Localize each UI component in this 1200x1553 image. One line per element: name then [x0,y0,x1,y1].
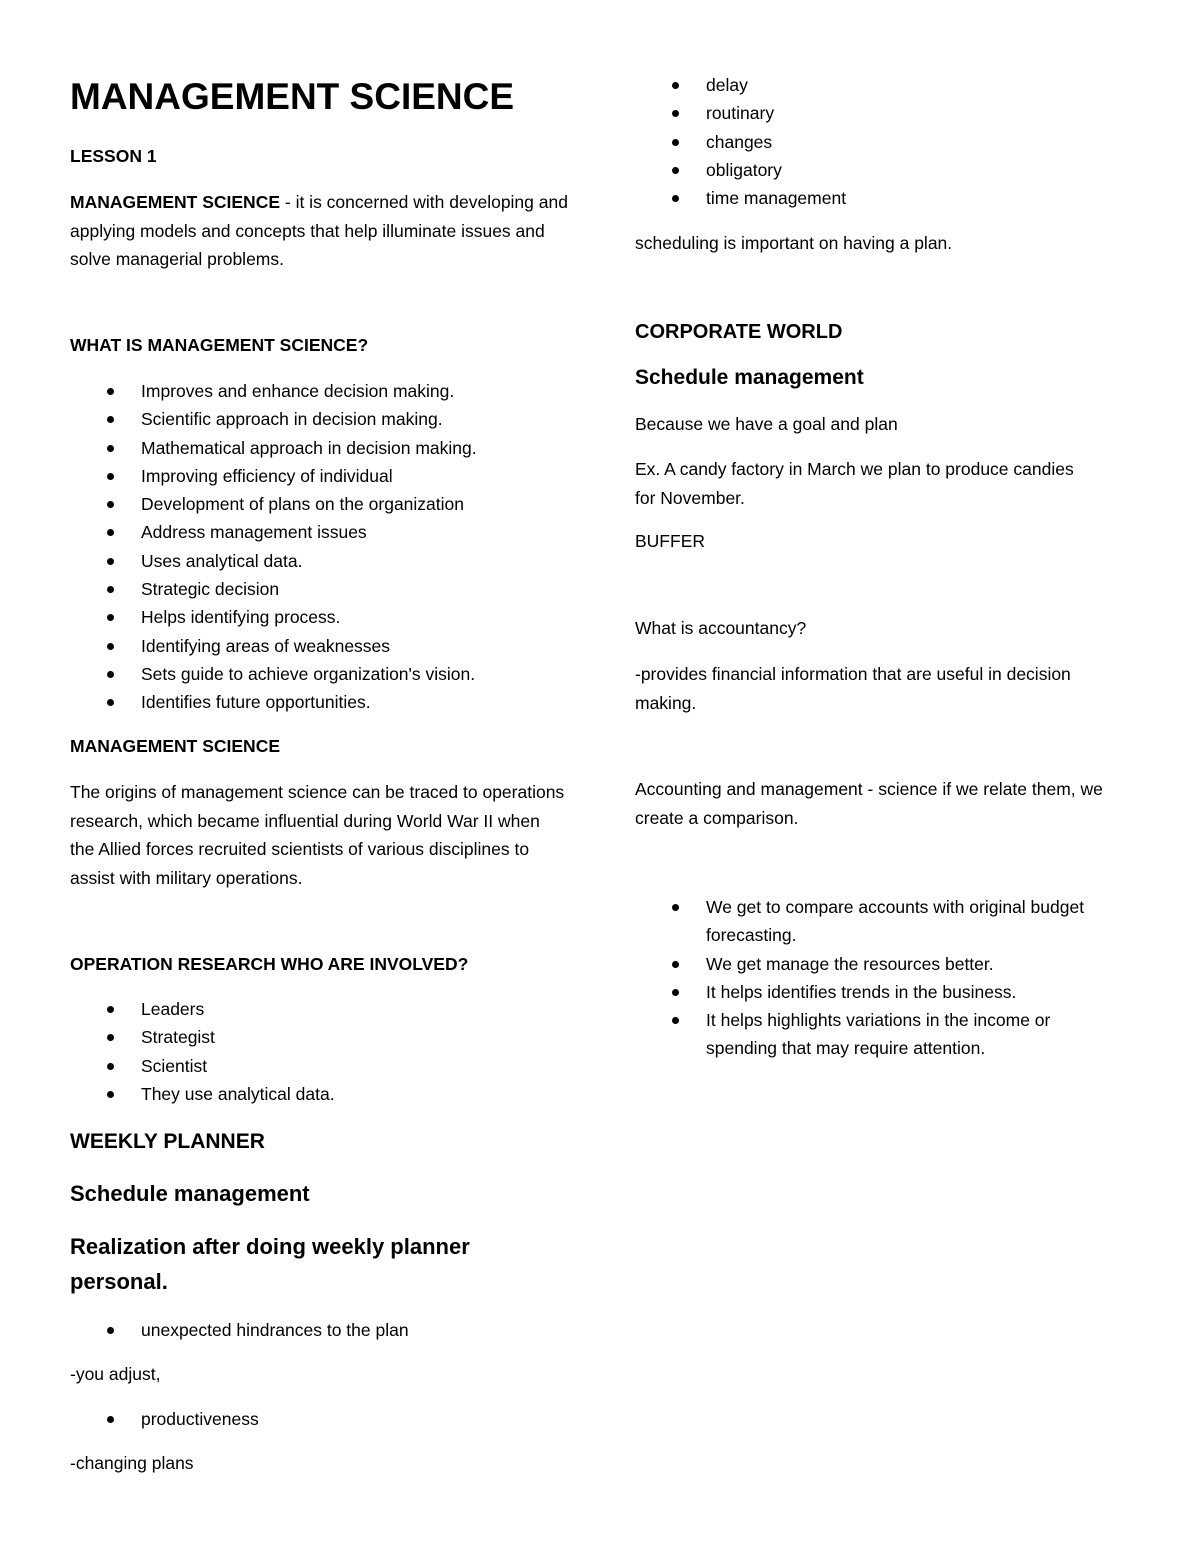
document-title: MANAGEMENT SCIENCE [70,76,515,117]
list-item-text: They use analytical data. [141,1083,335,1104]
bullet-icon [107,1091,114,1098]
bullet-icon [672,82,679,89]
bullet-icon [107,416,114,423]
list-item-text: Identifies future opportunities. [141,692,371,713]
list-item [70,575,570,603]
list-item [70,547,570,575]
accountancy-question: What is accountancy? [635,618,807,638]
bullet-icon [107,388,114,395]
list-item [70,632,570,660]
list-item-text: unexpected hindrances to the plan [141,1320,409,1340]
relate-text: Accounting and management - science if we relate them, we create a comparison. [635,779,1103,828]
list-item-text: Strategic decision [141,579,280,600]
goal-text: Because we have a goal and plan [635,414,898,434]
definition-paragraph [70,188,570,274]
list-item [635,978,1125,1006]
bullet-icon [107,586,114,593]
list-item-text: It helps highlights variations in the income or spending that may require attention. [706,1010,1051,1059]
bullet-icon [107,614,114,621]
bullet-icon [672,139,679,146]
list-item-text: Strategist [141,1027,215,1048]
compare-list [635,893,1125,1063]
origins-paragraph: The origins of management science can be traced to operations research, which became influential during World War II when the Allied forces recruited scientists of various disciplines to assist with military operations. [70,782,565,888]
bullet-icon [107,671,114,678]
list-item-text: obligatory [706,159,782,180]
list-item-text: Leaders [141,999,205,1019]
bullet-icon [107,445,114,452]
list-item [635,128,1125,156]
bullet-icon [672,110,679,117]
list-item [635,156,1125,184]
list-item [635,184,1125,212]
example-text: Ex. A candy factory in March we plan to produce candies for November. [635,459,1074,508]
bullet-icon [107,643,114,650]
list-item-text: Address management issues [141,522,367,543]
list-item-text: time management [706,188,847,209]
what-is-list [70,377,570,717]
list-item [70,518,570,546]
list-item-text: routinary [706,103,775,124]
corporate-schedule-heading: Schedule management [635,366,864,389]
bullet-icon [107,699,114,706]
list-item [70,1023,570,1051]
bullet-icon [107,1063,114,1070]
list-item [70,603,570,631]
list-item [635,893,1125,950]
realization-heading: Realization after doing weekly planner personal. [70,1234,470,1294]
list-item [70,377,570,405]
bullet-icon [672,1017,679,1024]
operation-heading: OPERATION RESEARCH WHO ARE INVOLVED? [70,954,469,974]
list-item-text: Improves and enhance decision making. [141,381,455,401]
list-item [635,71,1125,99]
definition-term: MANAGEMENT SCIENCE [70,192,281,212]
bullet-icon [107,501,114,508]
list-item [70,688,570,716]
list-item [635,950,1125,978]
weekly-planner-heading: WEEKLY PLANNER [70,1130,265,1153]
bullet-icon [107,1034,114,1041]
list-item [70,462,570,490]
list-item-text: productiveness [141,1409,259,1429]
changing-plans-text: -changing plans [70,1453,194,1473]
list-item [635,1006,1125,1063]
accountancy-answer: -provides financial information that are useful in decision making. [635,664,1071,713]
bullet-icon [672,195,679,202]
corporate-world-heading: CORPORATE WORLD [635,321,843,343]
schedule-management-heading: Schedule management [70,1181,310,1206]
bullet-icon [672,989,679,996]
definition-text: - it is concerned with developing and applying models and concepts that help illuminate issues and solve managerial problems. [70,192,568,269]
list-item [70,1080,570,1108]
list-item [635,99,1125,127]
list-item [70,1405,570,1433]
list-item-text: We get manage the resources better. [706,953,994,974]
bullet-icon [672,961,679,968]
bullet-icon [107,473,114,480]
list-item-text: Identifying areas of weaknesses [141,635,391,656]
lesson-label: LESSON 1 [70,146,157,166]
origins-heading: MANAGEMENT SCIENCE [70,736,281,756]
bullet-icon [107,1006,114,1013]
list-item [70,1052,570,1080]
bullet-icon [672,167,679,174]
adjust-text: -you adjust, [70,1364,161,1384]
what-is-heading: WHAT IS MANAGEMENT SCIENCE? [70,335,369,355]
list-item-text: Uses analytical data. [141,550,303,571]
bullet-icon [107,1416,114,1423]
list-item [70,660,570,688]
list-item-text: Mathematical approach in decision making. [141,437,477,458]
bullet-icon [107,529,114,536]
buffer-text: BUFFER [635,531,705,551]
list-item-text: Helps identifying process. [141,607,341,628]
bullet-icon [107,1327,114,1334]
productive-list [70,1405,570,1433]
bullet-icon [672,904,679,911]
hindrance-list [70,1316,570,1344]
list-item [70,434,570,462]
list-item-text: Scientific approach in decision making. [141,409,443,430]
list-item-text: Improving efficiency of individual [141,465,393,486]
list-item [70,490,570,518]
list-item [70,1316,570,1344]
scheduling-text: scheduling is important on having a plan. [635,233,953,253]
list-item-text: Sets guide to achieve organization's vision. [141,663,476,684]
list-item-text: It helps identifies trends in the business. [706,981,1017,1002]
list-item-text: Scientist [141,1055,208,1076]
bullet-icon [107,558,114,565]
top-list [635,71,1125,212]
list-item-text: We get to compare accounts with original budget forecasting. [706,897,1085,946]
operation-list [70,995,570,1108]
list-item-text: Development of plans on the organization [141,494,464,515]
list-item [70,405,570,433]
list-item [70,995,570,1023]
list-item-text: delay [706,75,748,95]
list-item-text: changes [706,131,773,152]
